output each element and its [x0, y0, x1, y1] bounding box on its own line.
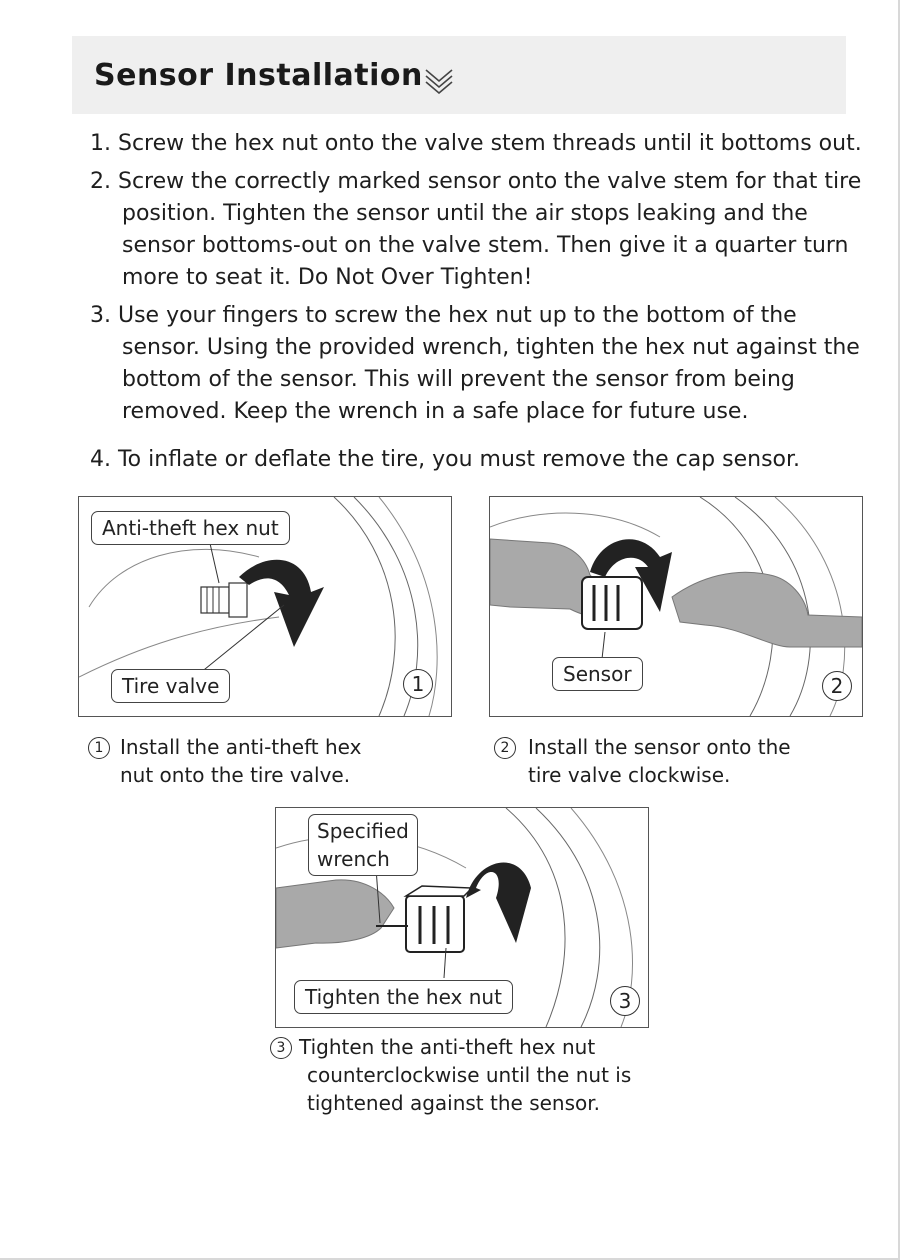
figure-3-panel — [275, 807, 649, 1028]
step-4 — [90, 444, 880, 476]
figure-1-number: 1 — [403, 669, 433, 699]
step-1 — [90, 128, 880, 160]
figure-2-number: 2 — [822, 671, 852, 701]
label-specified-wrench-line-2: wrench — [317, 847, 390, 871]
step-4-text: 4. To inflate or deflate the tire, you must remove the cap sensor. — [90, 447, 801, 472]
instruction-list — [90, 128, 880, 482]
label-tire-valve: Tire valve — [111, 669, 230, 703]
step-3-lead: 3. Use your fingers to screw the hex nut up to the bottom of the — [90, 303, 797, 328]
step-2-continuation: position. Tighten the sensor until the air stops leaking and the sensor bottoms-out on the valve stem. Then give it a quarter turn more to seat it. Do Not Over Tighten! — [122, 201, 849, 290]
figure-2-caption — [494, 733, 874, 793]
figure-1-caption — [88, 733, 468, 793]
label-anti-theft-hex-nut: Anti-theft hex nut — [91, 511, 290, 545]
figure-1-caption-line-1: Install the anti-theft hex — [120, 735, 362, 759]
figure-2-caption-line-1: Install the sensor onto the — [528, 735, 791, 759]
figure-1-caption-line-2: nut onto the tire valve. — [120, 763, 351, 787]
page-title: Sensor Installation — [94, 58, 423, 93]
figure-2-caption-number: 2 — [494, 737, 516, 759]
step-3 — [90, 300, 880, 428]
step-2 — [90, 166, 880, 294]
figure-1-caption-number: 1 — [88, 737, 110, 759]
figure-3-caption-number: 3 — [270, 1037, 292, 1059]
step-2-lead: 2. Screw the correctly marked sensor onto the valve stem for that tire — [90, 169, 862, 194]
figure-3-caption-line-2: counterclockwise until the nut is — [307, 1063, 632, 1087]
label-specified-wrench-line-1: Specified — [317, 819, 409, 843]
figure-2-caption-line-2: tire valve clockwise. — [528, 763, 731, 787]
step-1-text: 1. Screw the hex nut onto the valve stem threads until it bottoms out. — [90, 131, 862, 156]
figure-3-number: 3 — [610, 986, 640, 1016]
figure-1-panel — [78, 496, 452, 717]
figure-2-panel — [489, 496, 863, 717]
label-sensor: Sensor — [552, 657, 643, 691]
figure-3-caption-line-1: Tighten the anti-theft hex nut — [299, 1035, 596, 1059]
step-3-continuation: sensor. Using the provided wrench, tighten the hex nut against the bottom of the sensor. This will prevent the sensor from being removed. Keep the wrench in a safe place for future use. — [122, 335, 860, 424]
label-tighten-hex-nut: Tighten the hex nut — [294, 980, 513, 1014]
figure-3-caption-line-3: tightened against the sensor. — [307, 1091, 600, 1115]
section-header — [72, 36, 846, 114]
figure-2-illustration — [490, 497, 862, 716]
label-specified-wrench — [308, 814, 418, 876]
double-chevron-down-icon — [424, 66, 454, 98]
figure-3-caption — [270, 1033, 690, 1123]
